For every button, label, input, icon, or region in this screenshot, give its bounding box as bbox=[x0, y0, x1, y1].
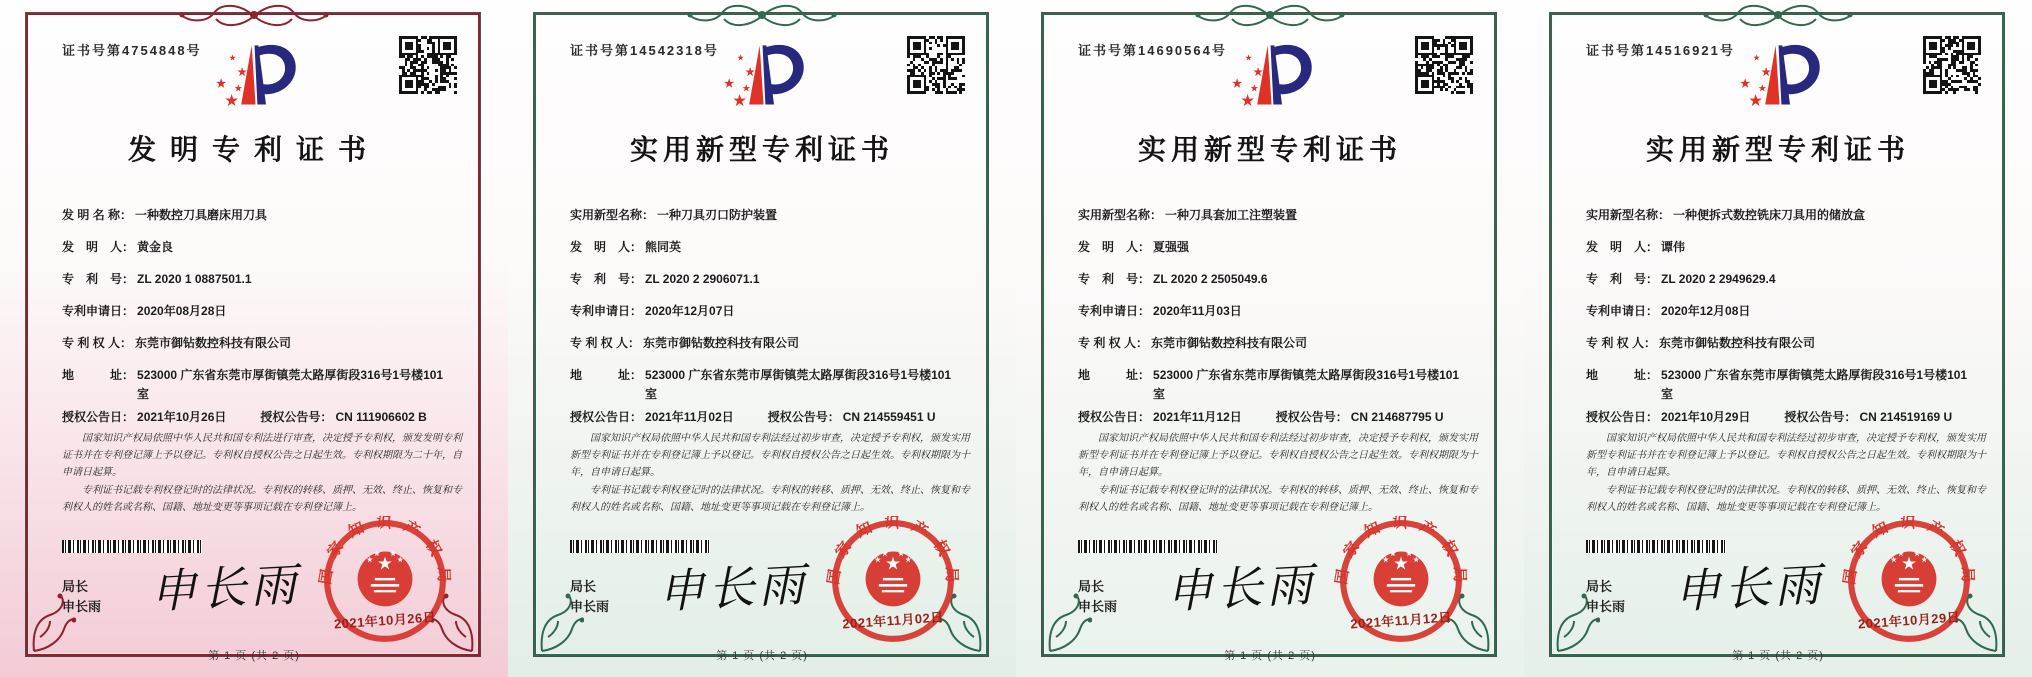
certificate-number: 证书号第14542318号 bbox=[570, 43, 719, 58]
field-utility-name: 实用新型名称： 一种刀具刃口防护装置 bbox=[570, 208, 778, 222]
field-filing-date: 专利申请日： 2020年12月07日 bbox=[570, 304, 735, 318]
official-seal bbox=[318, 516, 452, 650]
field-inventor: 发 明 人： 谭伟 bbox=[1586, 240, 1686, 254]
barcode bbox=[1586, 540, 1726, 553]
certificate-number: 证书号第14516921号 bbox=[1586, 43, 1735, 58]
legal-paragraph-1: 国家知识产权局依照中华人民共和国专利法经过初步审查，决定授予专利权，颁发实用新型专利证书并在专利登记簿上予以登记。专利权自授权公告之日起生效。专利权期限为十年，自申请日起算。 bbox=[1078, 433, 1478, 479]
seal-text: 国家知识产权局 bbox=[826, 516, 960, 594]
certificate-1-invention bbox=[0, 0, 508, 677]
field-utility-name: 实用新型名称： 一种刀具套加工注塑装置 bbox=[1078, 208, 1298, 222]
qr-code bbox=[399, 36, 457, 94]
seal-date: 2021年11月02日 bbox=[841, 609, 945, 632]
page-footer: 第 1 页 (共 2 页) bbox=[208, 650, 300, 662]
director-name: 申长雨 bbox=[1078, 599, 1118, 614]
field-patent-number: 专 利 号： ZL 2020 2 2505049.6 bbox=[1078, 272, 1268, 286]
field-patentee: 专 利 权 人： 东莞市御钻数控科技有限公司 bbox=[62, 336, 292, 350]
director-name: 申长雨 bbox=[1586, 599, 1626, 614]
director-title: 局长 bbox=[1078, 579, 1105, 594]
field-grant: 授权公告日： 2021年11月12日 授权公告号： CN 214687795 U bbox=[1078, 410, 1444, 424]
legal-paragraph-1: 国家知识产权局依照中华人民共和国专利法进行审查，决定授予专利权，颁发发明专利证书并在专利登记簿上予以登记。专利权自授权公告之日起生效。专利权期限为二十年，自申请日起算。 bbox=[62, 433, 462, 479]
official-seal bbox=[826, 516, 960, 650]
barcode bbox=[1078, 540, 1218, 553]
director-block bbox=[1586, 577, 1625, 617]
director-block bbox=[570, 577, 609, 617]
legal-paragraph-1: 国家知识产权局依照中华人民共和国专利法经过初步审查，决定授予专利权，颁发实用新型专利证书并在专利登记簿上予以登记。专利权自授权公告之日起生效。专利权期限为十年，自申请日起算。 bbox=[1586, 433, 1986, 479]
field-grant: 授权公告日： 2021年10月26日 授权公告号： CN 111906602 B bbox=[62, 410, 427, 424]
field-utility-name: 实用新型名称： 一种便拆式数控铣床刀具用的储放盒 bbox=[1586, 208, 1866, 222]
field-grant: 授权公告日： 2021年11月02日 授权公告号： CN 214559451 U bbox=[570, 410, 936, 424]
director-signature: 申长雨 bbox=[656, 557, 810, 619]
legal-text bbox=[570, 430, 970, 516]
barcode bbox=[570, 540, 710, 553]
border-ornament-top-icon bbox=[677, 1, 847, 31]
cnipa-logo-icon bbox=[203, 28, 308, 120]
director-block bbox=[62, 577, 101, 617]
certificate-title: 实用新型专利证书 bbox=[1645, 135, 1910, 166]
director-block bbox=[1078, 577, 1117, 617]
cnipa-logo-icon bbox=[1219, 28, 1324, 120]
certificate-title: 实用新型专利证书 bbox=[1137, 135, 1402, 166]
director-signature: 申长雨 bbox=[1672, 557, 1826, 619]
legal-text bbox=[62, 430, 462, 516]
certificate-3-utility bbox=[1016, 0, 1524, 677]
field-filing-date: 专利申请日： 2020年12月08日 bbox=[1586, 304, 1751, 318]
certificate-2-utility bbox=[508, 0, 1016, 677]
field-address: 地 址： 523000 广东省东莞市厚街镇莞太路厚街段316号1号楼101 室 bbox=[62, 368, 444, 401]
director-title: 局长 bbox=[570, 579, 597, 594]
seal-date: 2021年10月26日 bbox=[333, 609, 437, 632]
official-seal bbox=[1842, 516, 1976, 650]
field-address: 地 址： 523000 广东省东莞市厚街镇莞太路厚街段316号1号楼101 室 bbox=[1586, 368, 1968, 401]
field-patentee: 专 利 权 人： 东莞市御钻数控科技有限公司 bbox=[1586, 336, 1816, 350]
seal-date: 2021年10月29日 bbox=[1857, 609, 1961, 632]
field-inventor: 发 明 人： 夏强强 bbox=[1078, 240, 1190, 254]
cnipa-logo-icon bbox=[1727, 28, 1832, 120]
certificate-number: 证书号第4754848号 bbox=[62, 43, 202, 58]
qr-code bbox=[1923, 36, 1981, 94]
certificate-number: 证书号第14690564号 bbox=[1078, 43, 1227, 58]
field-filing-date: 专利申请日： 2020年11月03日 bbox=[1078, 304, 1242, 318]
certificate-4-utility bbox=[1524, 0, 2032, 677]
field-patentee: 专 利 权 人： 东莞市御钻数控科技有限公司 bbox=[570, 336, 800, 350]
page-footer: 第 1 页 (共 2 页) bbox=[1732, 650, 1824, 662]
qr-code bbox=[1415, 36, 1473, 94]
director-name: 申长雨 bbox=[62, 599, 102, 614]
legal-text bbox=[1586, 430, 1986, 516]
legal-paragraph-2: 专利证书记载专利权登记时的法律状况。专利权的转移、质押、无效、终止、恢复和专利权人的姓名或名称、国籍、地址变更等事项记载在专利登记簿上。 bbox=[62, 484, 462, 513]
director-name: 申长雨 bbox=[570, 599, 610, 614]
seal-text: 国家知识产权局 bbox=[318, 516, 452, 594]
certificate-fields bbox=[62, 206, 462, 440]
field-patent-number: 专 利 号： ZL 2020 1 0887501.1 bbox=[62, 272, 252, 286]
page-footer: 第 1 页 (共 2 页) bbox=[716, 650, 808, 662]
seal-text: 国家知识产权局 bbox=[1842, 516, 1976, 594]
legal-text bbox=[1078, 430, 1478, 516]
field-patent-number: 专 利 号： ZL 2020 2 2949629.4 bbox=[1586, 272, 1776, 286]
legal-paragraph-2: 专利证书记载专利权登记时的法律状况。专利权的转移、质押、无效、终止、恢复和专利权人的姓名或名称、国籍、地址变更等事项记载在专利登记簿上。 bbox=[570, 484, 970, 513]
field-patentee: 专 利 权 人： 东莞市御钻数控科技有限公司 bbox=[1078, 336, 1308, 350]
field-address: 地 址： 523000 广东省东莞市厚街镇莞太路厚街段316号1号楼101 室 bbox=[570, 368, 952, 401]
legal-paragraph-1: 国家知识产权局依照中华人民共和国专利法经过初步审查，决定授予专利权，颁发实用新型专利证书并在专利登记簿上予以登记。专利权自授权公告之日起生效。专利权期限为十年，自申请日起算。 bbox=[570, 433, 970, 479]
seal-text: 国家知识产权局 bbox=[1334, 516, 1468, 594]
official-seal bbox=[1334, 516, 1468, 650]
field-patent-number: 专 利 号： ZL 2020 2 2906071.1 bbox=[570, 272, 760, 286]
certificate-fields bbox=[1586, 206, 1986, 440]
field-inventor: 发 明 人： 熊同英 bbox=[570, 240, 682, 254]
field-address: 地 址： 523000 广东省东莞市厚街镇莞太路厚街段316号1号楼101 室 bbox=[1078, 368, 1460, 401]
border-ornament-top-icon bbox=[169, 1, 339, 31]
legal-paragraph-2: 专利证书记载专利权登记时的法律状况。专利权的转移、质押、无效、终止、恢复和专利权人的姓名或名称、国籍、地址变更等事项记载在专利登记簿上。 bbox=[1078, 484, 1478, 513]
field-filing-date: 专利申请日： 2020年08月28日 bbox=[62, 304, 227, 318]
cnipa-logo-icon bbox=[711, 28, 816, 120]
barcode bbox=[62, 540, 202, 553]
legal-paragraph-2: 专利证书记载专利权登记时的法律状况。专利权的转移、质押、无效、终止、恢复和专利权人的姓名或名称、国籍、地址变更等事项记载在专利登记簿上。 bbox=[1586, 484, 1986, 513]
certificate-title: 发明专利证书 bbox=[127, 135, 380, 166]
field-grant: 授权公告日： 2021年10月29日 授权公告号： CN 214519169 U bbox=[1586, 410, 1953, 424]
qr-code bbox=[907, 36, 965, 94]
director-signature: 申长雨 bbox=[1164, 557, 1318, 619]
field-invention-name: 发 明 名 称： 一种数控刀具磨床用刀具 bbox=[62, 208, 268, 222]
page-footer: 第 1 页 (共 2 页) bbox=[1224, 650, 1316, 662]
certificate-fields bbox=[1078, 206, 1478, 440]
border-ornament-top-icon bbox=[1693, 1, 1863, 31]
border-ornament-top-icon bbox=[1185, 1, 1355, 31]
certificate-title: 实用新型专利证书 bbox=[629, 135, 894, 166]
director-title: 局长 bbox=[1586, 579, 1613, 594]
director-title: 局长 bbox=[62, 579, 89, 594]
field-inventor: 发 明 人： 黄金良 bbox=[62, 240, 174, 254]
certificate-fields bbox=[570, 206, 970, 440]
seal-date: 2021年11月12日 bbox=[1349, 609, 1453, 632]
director-signature: 申长雨 bbox=[148, 557, 302, 619]
